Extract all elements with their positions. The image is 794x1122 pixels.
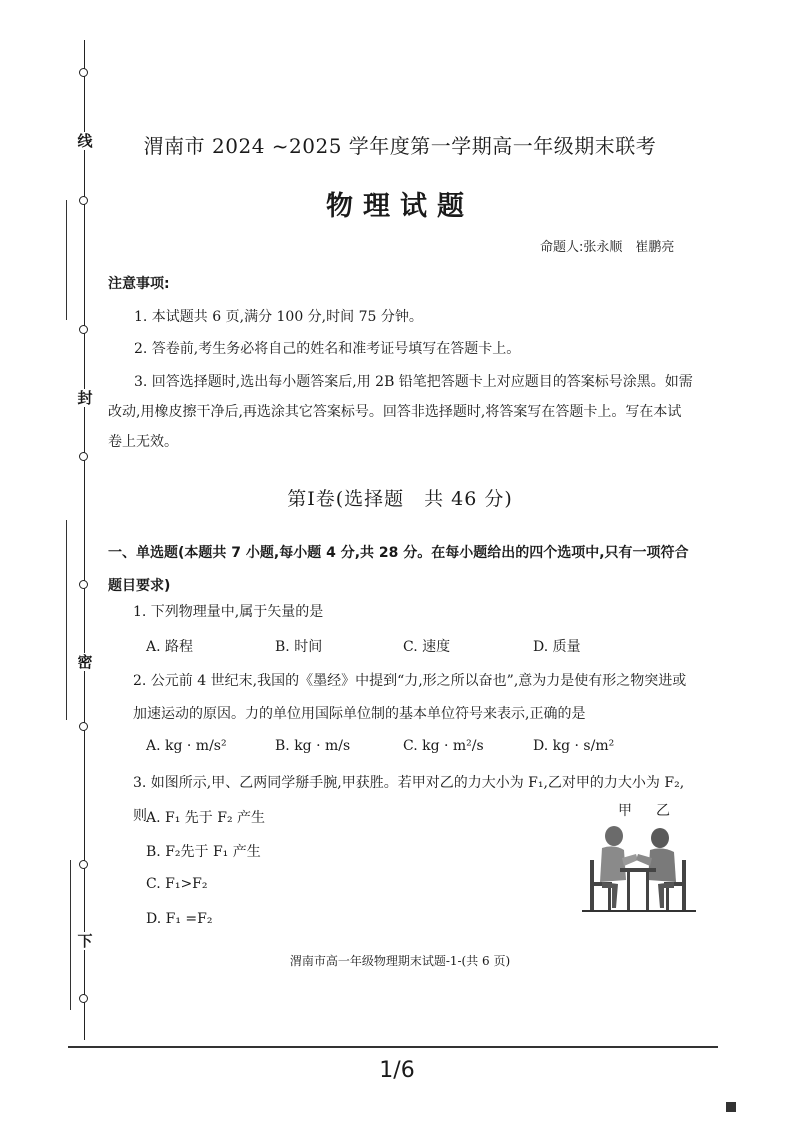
question-1-option-c: C. 速度 [403,639,451,655]
scan-mark [70,860,71,1010]
binding-hole [79,452,88,461]
subject-title: 物理试题 [326,191,474,222]
page-number: 1/6 [379,1058,415,1083]
question-2-stem: 2. 公元前 4 世纪末,我国的《墨经》中提到“力,形之所以奋也”,意为力是使有形之物突进或加速运动的原因。力的单位用国际单位制的基本单位符号来表示,正确的是 [133,673,687,722]
binding-hole [79,68,88,77]
binding-char-xia: 下 [77,932,93,950]
part-heading: 一、单选题(本题共 7 小题,每小题 4 分,共 28 分。在每小题给出的四个选项中,只有一项符合题目要求) [108,545,689,594]
qr-code-icon [726,1102,736,1112]
arm-wrestling-illustration [582,820,696,915]
scan-mark [66,200,67,320]
notice-heading: 注意事项: [108,276,170,292]
exam-title: 渭南市 2024 ~2025 学年度第一学期高一年级期末联考 [143,134,657,158]
question-2-option-a: A. kg · m/s² [146,738,227,754]
binding-hole [79,722,88,731]
notice-item-2: 2. 答卷前,考生务必将自己的姓名和准考证号填写在答题卡上。 [134,341,521,357]
question-1-stem: 1. 下列物理量中,属于矢量的是 [133,604,324,620]
question-1-option-a: A. 路程 [146,639,194,655]
binding-hole [79,325,88,334]
question-3-option-d: D. F₁ =F₂ [146,911,213,927]
binding-char-mi: 密 [77,653,93,671]
arm-wrestling-figure [582,800,696,915]
question-1-option-d: D. 质量 [533,639,581,655]
question-3-stem: 3. 如图所示,甲、乙两同学掰手腕,甲获胜。若甲对乙的力大小为 F₁,乙对甲的力大小为 F₂,则 [133,775,685,824]
question-3-option-b: B. F₂先于 F₁ 产生 [146,844,261,860]
binding-char-feng: 封 [77,389,93,407]
binding-line [84,40,85,1040]
question-3-option-a: A. F₁ 先于 F₂ 产生 [146,810,266,826]
bottom-rule [68,1046,718,1048]
figure-label-yi: 乙 [656,803,670,819]
figure-label-jia: 甲 [618,803,632,819]
binding-hole [79,994,88,1003]
page-footer: 渭南市高一年级物理期末试题-1-(共 6 页) [289,954,511,968]
question-3-option-c: C. F₁>F₂ [146,876,208,892]
binding-hole [79,196,88,205]
binding-hole [79,580,88,589]
question-2-option-b: B. kg · m/s [275,738,351,754]
notice-item-1: 1. 本试题共 6 页,满分 100 分,时间 75 分钟。 [134,309,423,325]
binding-hole [79,860,88,869]
question-2-option-c: C. kg · m²/s [403,738,484,754]
notice-item-3: 3. 回答选择题时,选出每小题答案后,用 2B 铅笔把答题卡上对应题目的答案标号涂黑。如需改动,用橡皮擦干净后,再选涂其它答案标号。回答非选择题时,将答案写在答题卡上。写在本试卷上无效。 [108,374,693,450]
question-1-option-b: B. 时间 [275,639,323,655]
scan-mark [66,520,67,720]
question-2-option-d: D. kg · s/m² [533,738,615,754]
authors: 命题人:张永顺 崔鹏亮 [540,240,675,255]
binding-char-xian: 线 [77,132,93,150]
section-title: 第Ⅰ卷(选择题 共 46 分) [287,488,513,510]
